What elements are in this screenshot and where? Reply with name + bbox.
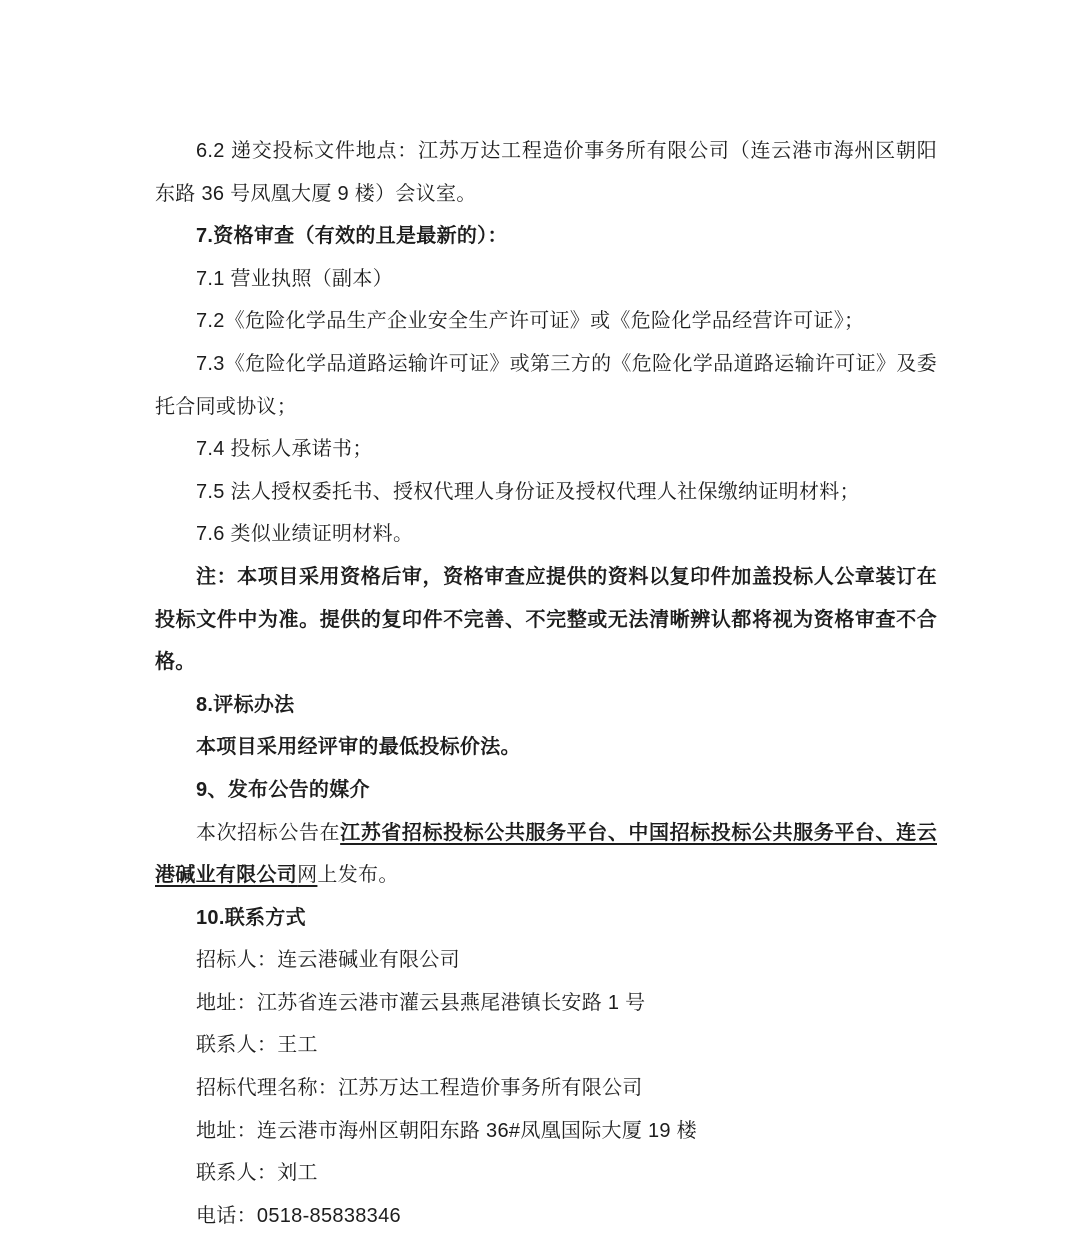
emphasis-text: 本项目采用经评审的最低投标价法。 [196, 736, 521, 759]
heading-9-announcement-media [155, 769, 937, 812]
para-evaluation-method [155, 726, 937, 769]
para-agency-contact [155, 1152, 937, 1195]
emphasis-text: 10.联系方式 [196, 906, 306, 929]
emphasis-text: 9、发布公告的媒介 [196, 778, 370, 801]
text-run: 6.2 递交投标文件地点：江苏万达工程造价事务所有限公司（连云港市海州区朝阳东路 36 号凤凰大厦 9 楼）会议室。 [155, 140, 937, 205]
para-tenderee-contact [155, 1024, 937, 1067]
item-7-1-business-license [155, 258, 937, 301]
text-run: 上发布。 [317, 864, 399, 887]
clause-6-2-submission-location [155, 130, 937, 215]
para-agency-name [155, 1067, 937, 1110]
emphasis-text: 江苏省招标投标公共服务平台、中国招标投标公共服务平台、连云港碱业有限公司 [155, 821, 937, 887]
item-7-3-road-transport-permit [155, 343, 937, 428]
emphasis-text: 网 [297, 864, 318, 887]
text-run: 地址：江苏省连云港市灌云县燕尾港镇长安路 1 号 [196, 991, 646, 1014]
text-run: 7.4 投标人承诺书； [196, 438, 373, 461]
text-run: 7.5 法人授权委托书、授权代理人身份证及授权代理人社保缴纳证明材料； [196, 480, 860, 503]
heading-10-contact-info [155, 897, 937, 940]
heading-8-evaluation-method [155, 684, 937, 727]
para-tenderee-name [155, 939, 937, 982]
para-tenderee-address [155, 982, 937, 1025]
item-7-4-bidder-commitment [155, 428, 937, 471]
text-run: 联系人：刘工 [196, 1162, 318, 1185]
item-7-5-authorization-materials [155, 471, 937, 514]
text-run: 7.1 营业执照（副本） [196, 267, 393, 290]
heading-7-qualification-review [155, 215, 937, 258]
text-run: 7.6 类似业绩证明材料。 [196, 523, 414, 546]
text-run: 地址：连云港市海州区朝阳东路 36#凤凰国际大厦 19 楼 [196, 1119, 697, 1142]
emphasis-text: 注：本项目采用资格后审，资格审查应提供的资料以复印件加盖投标人公章装订在投标文件中为准。提供的复印件不完善、不完整或无法清晰辨认都将视为资格审查不合格。 [155, 565, 937, 674]
text-run: 招标代理名称：江苏万达工程造价事务所有限公司 [196, 1077, 643, 1100]
text-run: 7.2《危险化学品生产企业安全生产许可证》或《危险化学品经营许可证》； [196, 310, 865, 333]
para-announcement-platforms [155, 812, 937, 897]
para-agency-address [155, 1110, 937, 1153]
text-run: 电话：0518-85838346 [196, 1204, 401, 1227]
text-run: 本次招标公告在 [196, 821, 341, 844]
text-run: 联系人：王工 [196, 1034, 318, 1057]
emphasis-text: 7.资格审查（有效的且是最新的）： [196, 225, 508, 248]
document-body [155, 130, 937, 1237]
text-run: 7.3《危险化学品道路运输许可证》或第三方的《危险化学品道路运输许可证》及委托合同或协议； [155, 352, 937, 418]
emphasis-text: 8.评标办法 [196, 693, 295, 716]
note-qualification-post-review [155, 556, 937, 684]
item-7-2-production-or-operation-permit [155, 300, 937, 343]
item-7-6-performance-materials [155, 513, 937, 556]
para-agency-phone [155, 1195, 937, 1237]
text-run: 招标人：连云港碱业有限公司 [196, 949, 460, 972]
